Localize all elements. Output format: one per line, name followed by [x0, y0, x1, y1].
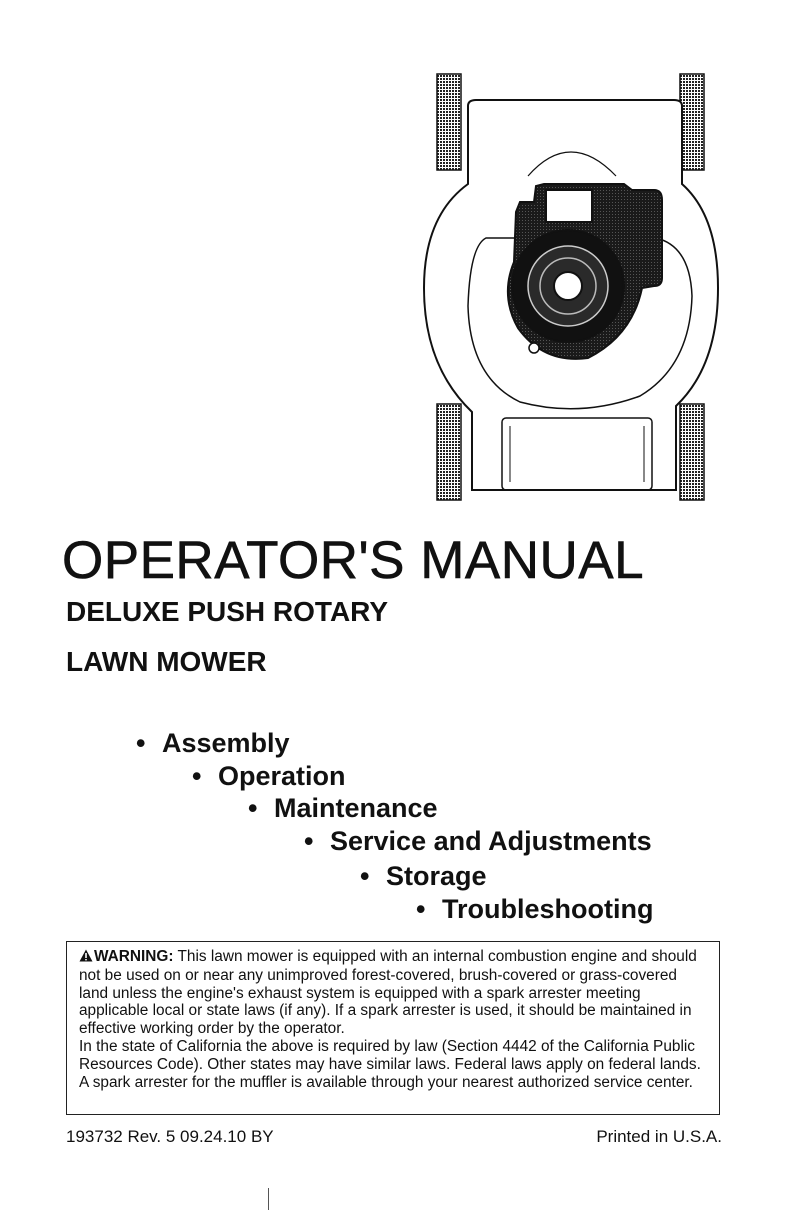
topic-label: Storage	[386, 861, 487, 891]
warning-paragraph-1	[79, 948, 707, 1038]
topic-label: Troubleshooting	[442, 894, 654, 924]
wheel-front-left	[437, 404, 461, 500]
manual-title: OPERATOR'S MANUAL	[62, 531, 645, 590]
topic-label: Operation	[218, 761, 346, 791]
warning-triangle-icon	[79, 949, 93, 967]
bullet: •	[360, 861, 370, 891]
printed-in: Printed in U.S.A.	[596, 1127, 722, 1146]
topic-label: Assembly	[162, 728, 290, 758]
bullet: •	[192, 761, 202, 791]
warning-paragraph-2: In the state of California the above is required by law (Section 4442 of the California Public Resources Code). Other states may have similar laws. Federal laws apply on federal lands. A spark arrester for the muffler is available through your nearest authorized service center.	[79, 1037, 701, 1091]
warning-text-1: This lawn mower is equipped with an internal combustion engine and should not be used on or near any unimproved forest-covered, brush-covered or grass-covered land unless the engine's exhaust system is equipped with a spark arrester meeting applicable local or state laws (if any). If a spark arrester is used, it should be maintained in effective working order by the operator.	[79, 948, 697, 1038]
warning-label: WARNING:	[94, 948, 174, 965]
wheel-rear-right	[680, 74, 704, 170]
bullet: •	[416, 894, 426, 924]
warning-box	[66, 941, 720, 1115]
bullet: •	[248, 793, 258, 823]
topic-troubleshooting	[416, 894, 653, 925]
topic-label: Service and Adjustments	[330, 826, 652, 856]
product-subtitle-line1: DELUXE PUSH ROTARY	[66, 596, 389, 627]
topic-storage	[360, 861, 487, 892]
bullet: •	[136, 728, 146, 758]
product-subtitle-line2: LAWN MOWER	[66, 646, 267, 677]
topic-maintenance	[248, 793, 438, 824]
wheel-front-right	[680, 404, 704, 500]
topic-service-adjustments	[304, 826, 652, 857]
topic-assembly	[136, 728, 290, 759]
document-number: 193732 Rev. 5 09.24.10 BY	[66, 1127, 274, 1146]
bullet: •	[304, 826, 314, 856]
topic-operation	[192, 761, 346, 792]
lawn-mower-illustration	[410, 66, 730, 508]
topic-label: Maintenance	[274, 793, 438, 823]
scan-margin-mark	[268, 1188, 269, 1210]
wheel-rear-left	[437, 74, 461, 170]
